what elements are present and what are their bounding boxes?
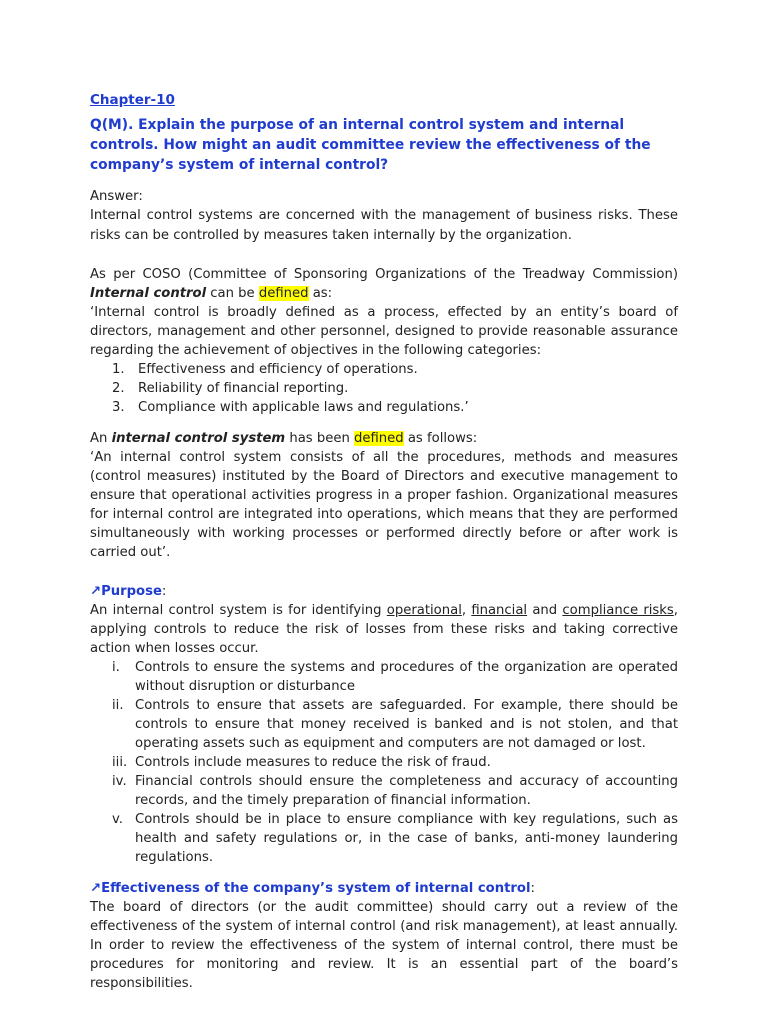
list-marker: v. [112, 812, 123, 827]
list-text: Controls include measures to reduce the risk of fraud. [135, 755, 491, 770]
list-item [90, 753, 678, 772]
list-item [90, 379, 678, 398]
coso-term: Internal control [90, 286, 207, 301]
effectiveness-heading-text: Effectiveness of the company’s system of internal control [101, 881, 531, 896]
financial-risk-term: financial [471, 603, 528, 618]
list-text: Effectiveness and efficiency of operations. [138, 362, 418, 377]
purpose-heading-text: Purpose [101, 584, 162, 599]
list-item [90, 810, 678, 867]
coso-prefix: As per COSO (Committee of Sponsoring Organizations of the Treadway Commission) [90, 267, 678, 282]
list-marker: iv. [112, 774, 127, 789]
list-text: Controls should be in place to ensure compliance with key regulations, such as health and safety regulations or, in the case of banks, anti-money laundering regulations. [135, 812, 678, 865]
effectiveness-paragraph: The board of directors (or the audit committee) should carry out a review of the effectiveness of the system of internal control (and risk management), at least annually. In order to review the effectiveness of the system of internal control, there must be procedures for monitoring and review. It is an essential part of the board’s responsibilities. [90, 900, 678, 991]
list-item [90, 772, 678, 810]
system-mid: has been [285, 431, 355, 446]
separator: and [527, 603, 563, 618]
coso-definition-line [90, 265, 678, 303]
compliance-risk-term: compliance risks [562, 603, 674, 618]
list-marker: ii. [112, 698, 124, 713]
effectiveness-heading [90, 879, 678, 898]
list-text: Controls to ensure the systems and procedures of the organization are operated without disruption or disturbance [135, 660, 678, 694]
list-item [90, 696, 678, 753]
effectiveness-colon: : [530, 881, 535, 896]
purpose-heading [90, 582, 678, 601]
list-text: Financial controls should ensure the completeness and accuracy of accounting records, and the timely preparation of financial information. [135, 774, 678, 808]
list-marker: iii. [112, 755, 128, 770]
arrow-icon: ↗ [90, 584, 102, 599]
system-quote: ‘An internal control system consists of all the procedures, methods and measures (control measures) instituted by the Board of Directors and executive management to ensure that operational activities progress in a proper fashion. Organizational measures for internal control are integrated into operations, which means that they are performed simultaneously with working processes or performed directly before or after work is carried out’. [90, 450, 678, 560]
coso-highlight: defined [258, 286, 309, 301]
system-prefix: An [90, 431, 112, 446]
coso-quote: ‘Internal control is broadly defined as a process, effected by an entity’s board of directors, management and other personnel, designed to provide reasonable assurance regarding the achievement of objectives in the following categories: [90, 305, 678, 358]
answer-label: Answer: [90, 189, 143, 204]
list-marker: 3. [112, 400, 125, 415]
list-text: Compliance with applicable laws and regulations.’ [138, 400, 469, 415]
coso-mid: can be [206, 286, 259, 301]
system-suffix: as follows: [403, 431, 478, 446]
coso-suffix: as: [308, 286, 333, 301]
arrow-icon: ↗ [90, 881, 102, 896]
purpose-colon: : [161, 584, 167, 599]
system-definition-line [90, 429, 678, 448]
system-highlight: defined [354, 431, 404, 446]
list-item [90, 658, 678, 696]
list-text: Reliability of financial reporting. [138, 381, 349, 396]
purpose-paragraph [90, 601, 678, 658]
list-text: Controls to ensure that assets are safeguarded. For example, there should be controls to ensure that money received is banked and is not stolen, and that operating assets such as equipment and computers are not damaged or lost. [135, 698, 678, 751]
operational-risk-term: operational [386, 603, 462, 618]
list-item [90, 360, 678, 379]
question-heading: Q(M). Explain the purpose of an internal control system and internal controls. How might an audit committee review the effectiveness of the company’s system of internal control? [90, 117, 651, 173]
list-marker: 1. [112, 362, 125, 377]
intro-paragraph: Internal control systems are concerned with the management of business risks. These risks can be controlled by measures taken internally by the organization. [90, 208, 678, 243]
purpose-controls-list [90, 658, 678, 867]
list-item [90, 398, 678, 417]
coso-categories-list [90, 360, 678, 417]
purpose-text: , applying controls to reduce the risk of losses from these risks and taking corrective action when losses occur. [90, 603, 678, 656]
list-marker: i. [112, 660, 120, 675]
system-term: internal control system [111, 431, 286, 446]
purpose-text: An internal control system is for identifying [90, 603, 387, 618]
separator: , [461, 603, 472, 618]
list-marker: 2. [112, 381, 125, 396]
chapter-heading: Chapter-10 [90, 92, 175, 108]
document-body [90, 92, 678, 993]
